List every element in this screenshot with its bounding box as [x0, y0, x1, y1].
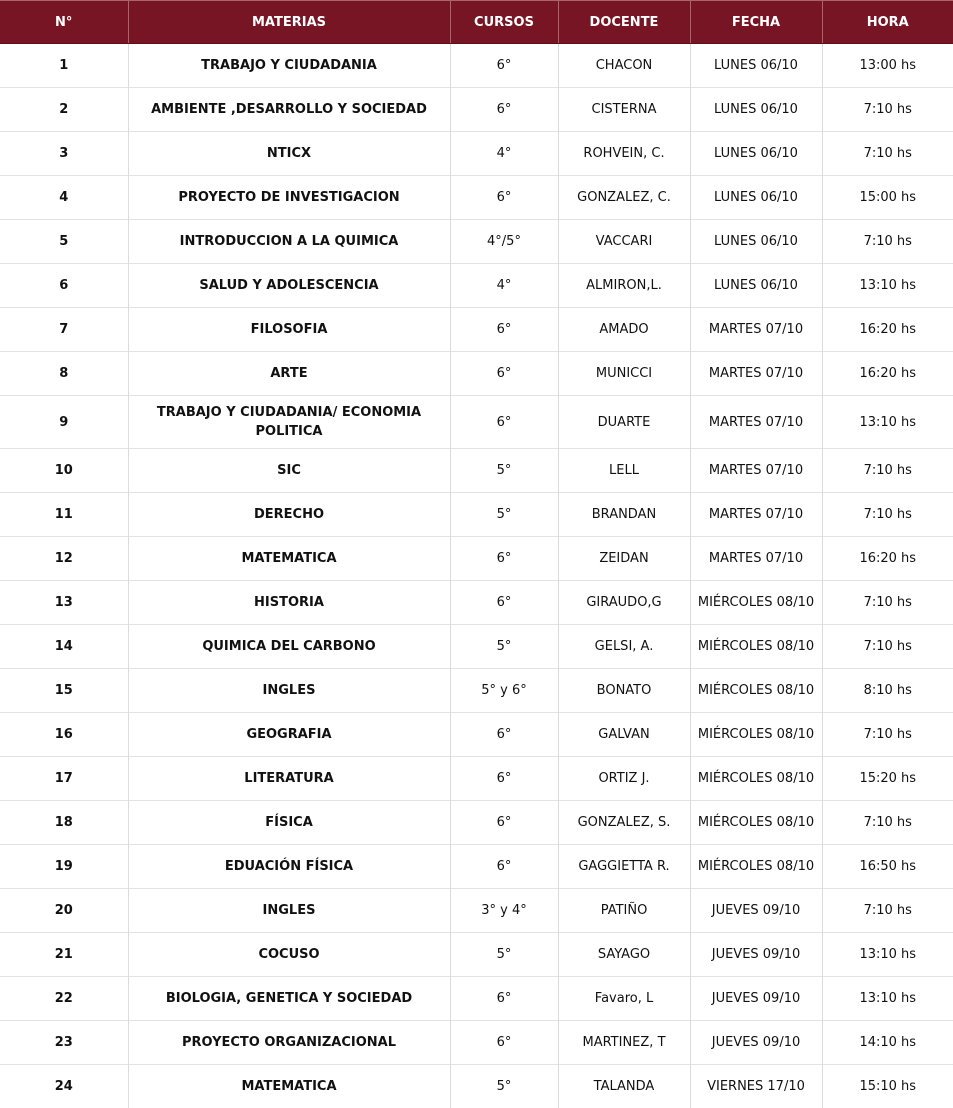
- cell-docente: GONZALEZ, S.: [558, 801, 690, 845]
- cell-docente: GIRAUDO,G: [558, 581, 690, 625]
- cell-docente: MARTINEZ, T: [558, 1021, 690, 1065]
- cell-cursos: 6°: [450, 845, 558, 889]
- column-header-fecha: FECHA: [690, 1, 822, 44]
- column-header-materias: MATERIAS: [128, 1, 450, 44]
- cell-materia: INGLES: [128, 669, 450, 713]
- table-header: [0, 1, 953, 44]
- table-row: [0, 669, 953, 713]
- cell-number: 11: [0, 493, 128, 537]
- table-row: [0, 132, 953, 176]
- cell-cursos: 5°: [450, 933, 558, 977]
- table-row: [0, 44, 953, 88]
- cell-number: 8: [0, 352, 128, 396]
- cell-number: 22: [0, 977, 128, 1021]
- cell-hora: 7:10 hs: [822, 801, 953, 845]
- cell-cursos: 6°: [450, 977, 558, 1021]
- cell-fecha: LUNES 06/10: [690, 44, 822, 88]
- cell-hora: 7:10 hs: [822, 220, 953, 264]
- cell-number: 3: [0, 132, 128, 176]
- column-header-number: N°: [0, 1, 128, 44]
- cell-materia: GEOGRAFIA: [128, 713, 450, 757]
- cell-fecha: JUEVES 09/10: [690, 933, 822, 977]
- cell-cursos: 6°: [450, 308, 558, 352]
- cell-fecha: MARTES 07/10: [690, 308, 822, 352]
- column-header-hora: HORA: [822, 1, 953, 44]
- cell-cursos: 6°: [450, 581, 558, 625]
- cell-materia: HISTORIA: [128, 581, 450, 625]
- cell-fecha: LUNES 06/10: [690, 220, 822, 264]
- cell-materia: INTRODUCCION A LA QUIMICA: [128, 220, 450, 264]
- cell-hora: 7:10 hs: [822, 713, 953, 757]
- cell-hora: 8:10 hs: [822, 669, 953, 713]
- table-row: [0, 220, 953, 264]
- cell-cursos: 5° y 6°: [450, 669, 558, 713]
- cell-cursos: 5°: [450, 625, 558, 669]
- cell-cursos: 4°: [450, 132, 558, 176]
- cell-hora: 7:10 hs: [822, 449, 953, 493]
- cell-docente: CISTERNA: [558, 88, 690, 132]
- table-row: [0, 308, 953, 352]
- cell-docente: ZEIDAN: [558, 537, 690, 581]
- cell-cursos: 5°: [450, 493, 558, 537]
- cell-docente: SAYAGO: [558, 933, 690, 977]
- cell-materia: DERECHO: [128, 493, 450, 537]
- cell-materia: TRABAJO Y CIUDADANIA/ ECONOMIA POLITICA: [128, 396, 450, 449]
- cell-docente: Favaro, L: [558, 977, 690, 1021]
- cell-fecha: MIÉRCOLES 08/10: [690, 669, 822, 713]
- table-row: [0, 889, 953, 933]
- cell-fecha: LUNES 06/10: [690, 264, 822, 308]
- cell-number: 6: [0, 264, 128, 308]
- cell-docente: BRANDAN: [558, 493, 690, 537]
- cell-docente: PATIÑO: [558, 889, 690, 933]
- column-header-docente: DOCENTE: [558, 1, 690, 44]
- cell-number: 1: [0, 44, 128, 88]
- column-header-cursos: CURSOS: [450, 1, 558, 44]
- cell-materia: QUIMICA DEL CARBONO: [128, 625, 450, 669]
- cell-number: 23: [0, 1021, 128, 1065]
- cell-docente: CHACON: [558, 44, 690, 88]
- table-body: [0, 44, 953, 1108]
- cell-fecha: MIÉRCOLES 08/10: [690, 625, 822, 669]
- table-row: [0, 581, 953, 625]
- cell-hora: 13:10 hs: [822, 264, 953, 308]
- cell-fecha: LUNES 06/10: [690, 176, 822, 220]
- cell-number: 20: [0, 889, 128, 933]
- cell-number: 17: [0, 757, 128, 801]
- cell-docente: GALVAN: [558, 713, 690, 757]
- cell-cursos: 6°: [450, 396, 558, 449]
- cell-materia: SALUD Y ADOLESCENCIA: [128, 264, 450, 308]
- cell-docente: GELSI, A.: [558, 625, 690, 669]
- cell-hora: 7:10 hs: [822, 88, 953, 132]
- cell-fecha: MIÉRCOLES 08/10: [690, 845, 822, 889]
- table-row: [0, 176, 953, 220]
- table-row: [0, 845, 953, 889]
- cell-docente: AMADO: [558, 308, 690, 352]
- cell-fecha: MARTES 07/10: [690, 396, 822, 449]
- cell-hora: 7:10 hs: [822, 889, 953, 933]
- cell-cursos: 6°: [450, 801, 558, 845]
- cell-materia: SIC: [128, 449, 450, 493]
- cell-fecha: MARTES 07/10: [690, 352, 822, 396]
- cell-fecha: LUNES 06/10: [690, 132, 822, 176]
- cell-hora: 7:10 hs: [822, 625, 953, 669]
- table-row: [0, 801, 953, 845]
- cell-fecha: MIÉRCOLES 08/10: [690, 581, 822, 625]
- cell-hora: 7:10 hs: [822, 493, 953, 537]
- table-row: [0, 88, 953, 132]
- cell-docente: ORTIZ J.: [558, 757, 690, 801]
- cell-fecha: LUNES 06/10: [690, 88, 822, 132]
- cell-hora: 16:50 hs: [822, 845, 953, 889]
- cell-fecha: MARTES 07/10: [690, 493, 822, 537]
- cell-number: 10: [0, 449, 128, 493]
- table-row: [0, 493, 953, 537]
- cell-cursos: 6°: [450, 176, 558, 220]
- cell-materia: TRABAJO Y CIUDADANIA: [128, 44, 450, 88]
- cell-materia: LITERATURA: [128, 757, 450, 801]
- cell-materia: EDUACIÓN FÍSICA: [128, 845, 450, 889]
- table-row: [0, 977, 953, 1021]
- table-row: [0, 264, 953, 308]
- cell-materia: FILOSOFIA: [128, 308, 450, 352]
- table-row: [0, 396, 953, 449]
- cell-hora: 16:20 hs: [822, 537, 953, 581]
- cell-materia: PROYECTO ORGANIZACIONAL: [128, 1021, 450, 1065]
- cell-fecha: JUEVES 09/10: [690, 889, 822, 933]
- cell-docente: MUNICCI: [558, 352, 690, 396]
- cell-number: 16: [0, 713, 128, 757]
- cell-number: 21: [0, 933, 128, 977]
- cell-cursos: 6°: [450, 757, 558, 801]
- cell-hora: 7:10 hs: [822, 581, 953, 625]
- cell-hora: 13:10 hs: [822, 933, 953, 977]
- cell-hora: 15:10 hs: [822, 1065, 953, 1108]
- table-row: [0, 449, 953, 493]
- cell-fecha: JUEVES 09/10: [690, 977, 822, 1021]
- cell-fecha: MIÉRCOLES 08/10: [690, 801, 822, 845]
- cell-materia: INGLES: [128, 889, 450, 933]
- cell-cursos: 5°: [450, 449, 558, 493]
- table-row: [0, 757, 953, 801]
- cell-docente: GONZALEZ, C.: [558, 176, 690, 220]
- cell-cursos: 6°: [450, 352, 558, 396]
- header-row: [0, 1, 953, 44]
- table-row: [0, 713, 953, 757]
- cell-hora: 16:20 hs: [822, 352, 953, 396]
- cell-fecha: MARTES 07/10: [690, 537, 822, 581]
- cell-fecha: MIÉRCOLES 08/10: [690, 757, 822, 801]
- cell-hora: 13:10 hs: [822, 396, 953, 449]
- cell-cursos: 6°: [450, 88, 558, 132]
- cell-cursos: 6°: [450, 1021, 558, 1065]
- cell-number: 4: [0, 176, 128, 220]
- cell-docente: TALANDA: [558, 1065, 690, 1108]
- cell-materia: FÍSICA: [128, 801, 450, 845]
- cell-hora: 13:00 hs: [822, 44, 953, 88]
- cell-hora: 16:20 hs: [822, 308, 953, 352]
- cell-cursos: 6°: [450, 537, 558, 581]
- cell-cursos: 6°: [450, 713, 558, 757]
- cell-docente: GAGGIETTA R.: [558, 845, 690, 889]
- table-row: [0, 933, 953, 977]
- cell-hora: 15:00 hs: [822, 176, 953, 220]
- cell-hora: 15:20 hs: [822, 757, 953, 801]
- cell-cursos: 6°: [450, 44, 558, 88]
- cell-number: 24: [0, 1065, 128, 1108]
- cell-docente: ALMIRON,L.: [558, 264, 690, 308]
- cell-hora: 14:10 hs: [822, 1021, 953, 1065]
- cell-hora: 7:10 hs: [822, 132, 953, 176]
- cell-number: 9: [0, 396, 128, 449]
- cell-materia: AMBIENTE ,DESARROLLO Y SOCIEDAD: [128, 88, 450, 132]
- cell-fecha: VIERNES 17/10: [690, 1065, 822, 1108]
- cell-cursos: 4°: [450, 264, 558, 308]
- cell-number: 13: [0, 581, 128, 625]
- cell-number: 19: [0, 845, 128, 889]
- cell-materia: COCUSO: [128, 933, 450, 977]
- cell-materia: PROYECTO DE INVESTIGACION: [128, 176, 450, 220]
- cell-materia: ARTE: [128, 352, 450, 396]
- cell-cursos: 3° y 4°: [450, 889, 558, 933]
- cell-docente: DUARTE: [558, 396, 690, 449]
- cell-fecha: MARTES 07/10: [690, 449, 822, 493]
- cell-number: 5: [0, 220, 128, 264]
- cell-docente: LELL: [558, 449, 690, 493]
- cell-number: 15: [0, 669, 128, 713]
- cell-number: 12: [0, 537, 128, 581]
- cell-cursos: 5°: [450, 1065, 558, 1108]
- cell-fecha: MIÉRCOLES 08/10: [690, 713, 822, 757]
- table-row: [0, 352, 953, 396]
- cell-number: 7: [0, 308, 128, 352]
- cell-docente: VACCARI: [558, 220, 690, 264]
- table-row: [0, 1021, 953, 1065]
- cell-number: 2: [0, 88, 128, 132]
- cell-fecha: JUEVES 09/10: [690, 1021, 822, 1065]
- cell-hora: 13:10 hs: [822, 977, 953, 1021]
- table-row: [0, 625, 953, 669]
- table-row: [0, 537, 953, 581]
- cell-docente: ROHVEIN, C.: [558, 132, 690, 176]
- cell-number: 18: [0, 801, 128, 845]
- cell-materia: BIOLOGIA, GENETICA Y SOCIEDAD: [128, 977, 450, 1021]
- cell-number: 14: [0, 625, 128, 669]
- cell-materia: MATEMATICA: [128, 537, 450, 581]
- cell-docente: BONATO: [558, 669, 690, 713]
- cell-materia: NTICX: [128, 132, 450, 176]
- table-row: [0, 1065, 953, 1108]
- cell-materia: MATEMATICA: [128, 1065, 450, 1108]
- cell-cursos: 4°/5°: [450, 220, 558, 264]
